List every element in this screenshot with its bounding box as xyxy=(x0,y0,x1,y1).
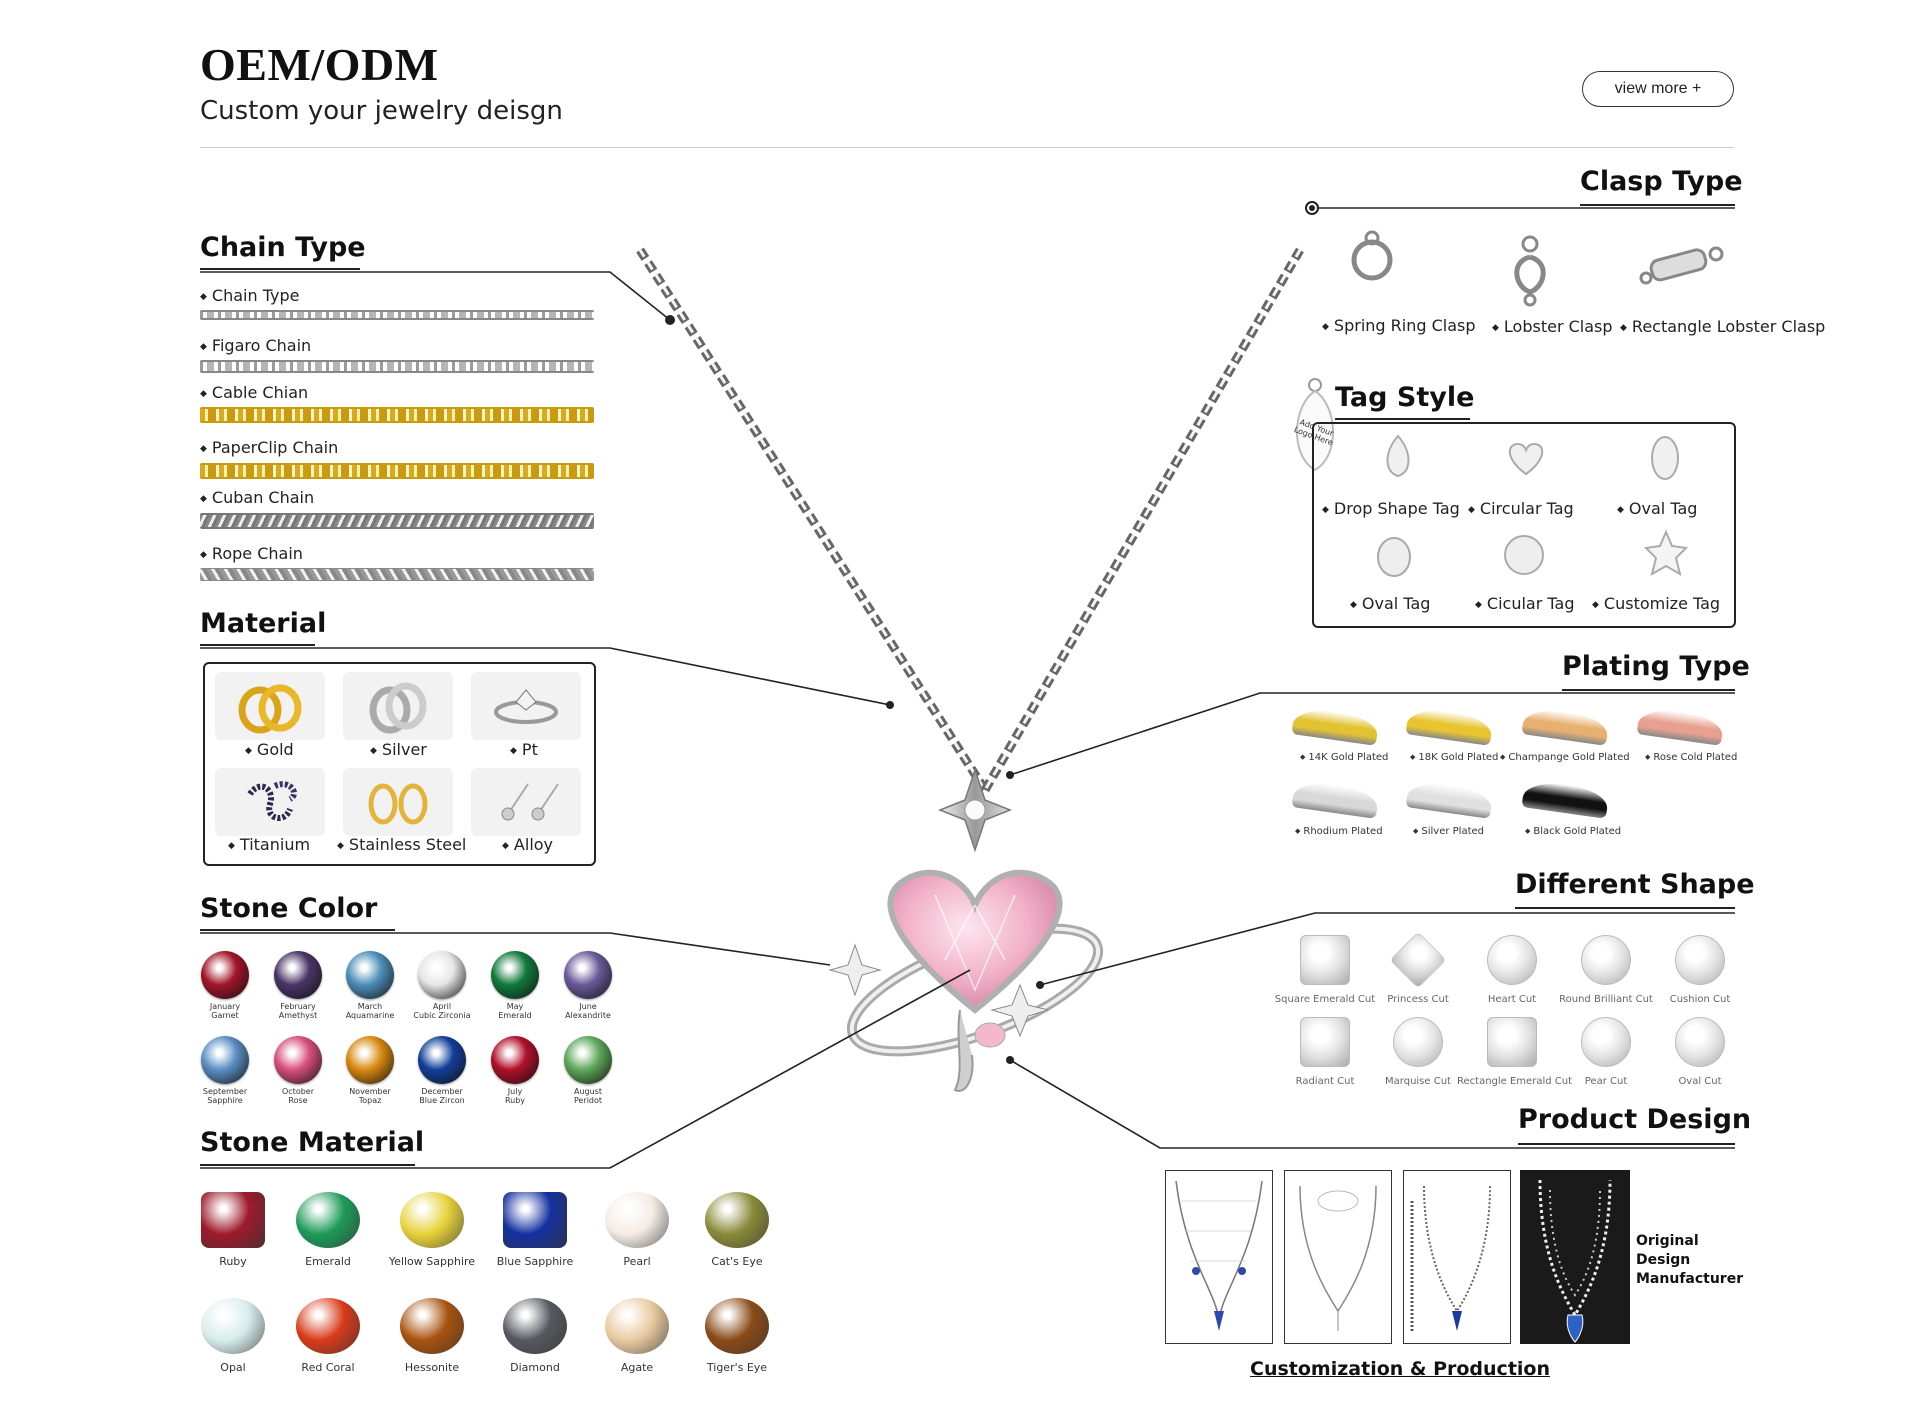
material-steel-tile[interactable] xyxy=(343,768,453,836)
material-silver-tile[interactable] xyxy=(343,672,453,740)
chain-label-figaro: ◆ Figaro Chain xyxy=(200,336,311,355)
stone-material-label: Ruby xyxy=(219,1255,247,1268)
tag-style-title: Tag Style xyxy=(1335,382,1475,413)
clasp-type-underline xyxy=(1580,204,1735,206)
diamond-shape-icon[interactable] xyxy=(1300,1017,1350,1067)
stone-name: Peridot xyxy=(573,1096,603,1105)
stone-material-label: Cat's Eye xyxy=(711,1255,763,1268)
alloy-studs-icon xyxy=(486,774,566,830)
shape-label: Marquise Cut xyxy=(1385,1076,1451,1087)
stone-month: January xyxy=(209,1002,241,1011)
stone-color-label xyxy=(185,1002,265,1020)
chain-type-title: Chain Type xyxy=(200,232,366,263)
platinum-ring-icon xyxy=(486,678,566,734)
tag-customize-label: ◆ Customize Tag xyxy=(1592,594,1720,613)
shape-label: Oval Cut xyxy=(1678,1076,1722,1087)
stone-month: July xyxy=(507,1087,523,1096)
design-photo-necklace[interactable] xyxy=(1520,1170,1630,1344)
cicular-tag-icon[interactable] xyxy=(1502,533,1546,582)
stone-material-gem[interactable] xyxy=(705,1192,769,1248)
stone-color-label xyxy=(185,1087,265,1105)
page-subtitle: Custom your jewelry deisgn xyxy=(200,96,563,126)
stone-month: March xyxy=(357,1002,383,1011)
connector-shape xyxy=(1040,913,1735,985)
diamond-shape-icon[interactable] xyxy=(1675,1017,1725,1067)
material-alloy-tile[interactable] xyxy=(471,768,581,836)
stone-month: August xyxy=(574,1087,602,1096)
chain-sample-rope xyxy=(200,568,594,581)
material-titanium-tile[interactable] xyxy=(215,768,325,836)
chain-sample-cable xyxy=(200,407,594,423)
material-underline xyxy=(200,644,315,646)
stone-material-label: Agate xyxy=(620,1361,654,1374)
stone-material-gem[interactable] xyxy=(400,1298,464,1354)
stone-material-gem[interactable] xyxy=(503,1298,567,1354)
circular-heart-tag-icon[interactable] xyxy=(1502,438,1550,483)
stone-name: Emerald xyxy=(498,1011,532,1020)
stone-color-label xyxy=(258,1087,338,1105)
plating-label: ◆ Black Gold Plated xyxy=(1525,826,1621,837)
material-pt-tile[interactable] xyxy=(471,672,581,740)
stone-material-gem[interactable] xyxy=(705,1298,769,1354)
stone-month: December xyxy=(421,1087,463,1096)
stone-material-gem[interactable] xyxy=(503,1192,567,1248)
gold-rings-icon xyxy=(230,678,310,734)
diamond-shape-icon[interactable] xyxy=(1487,1017,1537,1067)
material-gold-label: ◆ Gold xyxy=(245,740,294,759)
stone-material-label: Blue Sapphire xyxy=(496,1255,574,1268)
tag-oval-label-2: ◆ Oval Tag xyxy=(1350,594,1430,613)
product-design-underline xyxy=(1518,1143,1735,1145)
stone-color-label xyxy=(330,1087,410,1105)
shape-label: Heart Cut xyxy=(1487,994,1537,1005)
stone-month: October xyxy=(281,1087,314,1096)
stone-color-label xyxy=(548,1087,628,1105)
stone-material-label: Opal xyxy=(220,1361,246,1374)
shape-label: Radiant Cut xyxy=(1295,1076,1355,1087)
silver-rings-icon xyxy=(358,678,438,734)
shape-label: Cushion Cut xyxy=(1669,994,1731,1005)
stone-color-gem[interactable] xyxy=(274,1036,322,1084)
material-silver-label: ◆ Silver xyxy=(370,740,427,759)
clasp-spring-ring-label: ◆ Spring Ring Clasp xyxy=(1322,317,1476,338)
stone-month: September xyxy=(202,1087,248,1096)
stainless-hoops-icon xyxy=(358,774,438,830)
stone-material-label: Tiger's Eye xyxy=(706,1361,768,1374)
chain-label-rope: ◆ Rope Chain xyxy=(200,544,303,563)
stone-color-gem[interactable] xyxy=(346,951,394,999)
design-sketch-2[interactable] xyxy=(1284,1170,1392,1344)
stone-color-label xyxy=(548,1002,628,1020)
customize-tag-icon[interactable] xyxy=(1644,528,1688,585)
stone-color-label xyxy=(475,1087,555,1105)
stone-material-label: Yellow Sapphire xyxy=(388,1255,476,1268)
material-steel-label: ◆ Stainless Steel xyxy=(337,835,466,854)
chain-label-cable: ◆ Cable Chian xyxy=(200,383,308,402)
logo-tag-text: Add Your Logo Here xyxy=(1292,417,1335,448)
design-sketch-3[interactable] xyxy=(1403,1170,1511,1344)
stone-color-underline xyxy=(200,929,395,931)
different-shape-title: Different Shape xyxy=(1515,869,1755,900)
diamond-shape-icon[interactable] xyxy=(1675,935,1725,985)
material-gold-tile[interactable] xyxy=(215,672,325,740)
shape-label: Pear Cut xyxy=(1584,1076,1628,1087)
plating-label: ◆ Champange Gold Plated xyxy=(1500,752,1630,763)
stone-name: Topaz xyxy=(358,1096,382,1105)
chain-sample-cuban xyxy=(200,513,594,529)
material-alloy-label: ◆ Alloy xyxy=(502,835,553,854)
necklace-chain-left xyxy=(640,250,985,790)
stone-name: Aquamarine xyxy=(345,1011,395,1020)
stone-color-gem[interactable] xyxy=(418,951,466,999)
stone-color-label xyxy=(258,1002,338,1020)
chain-label-cuban: ◆ Cuban Chain xyxy=(200,488,314,507)
design-sketch-1[interactable] xyxy=(1165,1170,1273,1344)
stone-name: Amethyst xyxy=(278,1011,318,1020)
diamond-shape-icon[interactable] xyxy=(1487,935,1537,985)
stone-material-label: Emerald xyxy=(305,1255,351,1268)
stone-material-gem[interactable] xyxy=(201,1192,265,1248)
stone-color-label xyxy=(402,1087,482,1105)
stone-material-label: Diamond xyxy=(510,1361,560,1374)
chain-sample-figaro xyxy=(200,360,594,373)
stone-material-gem[interactable] xyxy=(605,1192,669,1248)
material-pt-label: ◆ Pt xyxy=(510,740,538,759)
oval-tag-icon-2[interactable] xyxy=(1372,535,1416,584)
stone-color-gem[interactable] xyxy=(491,1036,539,1084)
shape-label: Rectangle Emerald Cut xyxy=(1457,1076,1572,1087)
tag-cicular-label: ◆ Cicular Tag xyxy=(1475,594,1574,613)
diamond-shape-icon[interactable] xyxy=(1300,935,1350,985)
stone-color-gem[interactable] xyxy=(201,1036,249,1084)
stone-name: Cubic Zirconia xyxy=(413,1011,471,1020)
stone-month: June xyxy=(579,1002,597,1011)
tag-oval-label-1: ◆ Oval Tag xyxy=(1617,499,1697,518)
page-title: OEM/ODM xyxy=(200,39,439,90)
shape-label: Square Emerald Cut xyxy=(1274,994,1376,1005)
stone-month: November xyxy=(349,1087,391,1096)
stone-material-label: Pearl xyxy=(623,1255,651,1268)
stone-month: April xyxy=(432,1002,452,1011)
stone-color-gem[interactable] xyxy=(418,1036,466,1084)
lobster-clasp-icon[interactable] xyxy=(1505,232,1555,312)
stone-material-label: Hessonite xyxy=(404,1361,460,1374)
stone-month: May xyxy=(506,1002,524,1011)
plating-type-title: Plating Type xyxy=(1562,651,1750,682)
stone-color-gem[interactable] xyxy=(491,951,539,999)
plating-type-underline xyxy=(1562,689,1735,691)
plating-label: ◆ Rhodium Plated xyxy=(1295,826,1383,837)
stone-material-gem[interactable] xyxy=(296,1192,360,1248)
titanium-bracelet-icon xyxy=(230,774,310,830)
stone-material-title: Stone Material xyxy=(200,1127,425,1158)
spring-ring-clasp-icon[interactable] xyxy=(1342,230,1402,295)
stone-material-gem[interactable] xyxy=(400,1192,464,1248)
stone-color-gem[interactable] xyxy=(346,1036,394,1084)
clasp-type-title: Clasp Type xyxy=(1580,166,1743,197)
clasp-lobster-label: ◆ Lobster Clasp xyxy=(1492,317,1613,336)
stone-name: Garnet xyxy=(211,1011,239,1020)
stone-color-gem[interactable] xyxy=(274,951,322,999)
stone-color-label xyxy=(330,1002,410,1020)
drop-tag-icon[interactable] xyxy=(1378,432,1418,485)
tag-style-underline xyxy=(1335,418,1470,420)
material-titanium-label: ◆ Titanium xyxy=(228,835,310,854)
stone-material-label: Red Coral xyxy=(301,1361,355,1374)
different-shape-underline xyxy=(1515,907,1735,909)
chain-label-chain-type: ◆ Chain Type xyxy=(200,286,299,305)
stone-color-label xyxy=(475,1002,555,1020)
diamond-shape-icon[interactable] xyxy=(1393,1017,1443,1067)
material-title: Material xyxy=(200,608,327,639)
tag-drop-label: ◆ Drop Shape Tag xyxy=(1322,499,1460,518)
stone-name: Ruby xyxy=(504,1096,526,1105)
diamond-shape-icon[interactable] xyxy=(1581,1017,1631,1067)
chain-label-paperclip: ◆ PaperClip Chain xyxy=(200,438,338,457)
plating-label: ◆ Silver Plated xyxy=(1413,826,1484,837)
plating-label: ◆ 14K Gold Plated xyxy=(1300,752,1388,763)
tag-circular-label: ◆ Circular Tag xyxy=(1468,499,1574,518)
chain-sample-paperclip xyxy=(200,463,594,479)
stone-color-label xyxy=(402,1002,482,1020)
stone-month: February xyxy=(280,1002,316,1011)
plating-label: ◆ Rose Cold Plated xyxy=(1645,752,1737,763)
shape-label: Princess Cut xyxy=(1387,994,1449,1005)
product-design-title: Product Design xyxy=(1518,1104,1752,1135)
rectangle-lobster-clasp-icon[interactable] xyxy=(1636,240,1726,295)
stone-material-gem[interactable] xyxy=(605,1298,669,1354)
shape-label: Round Brilliant Cut xyxy=(1559,994,1653,1005)
stone-name: Rose xyxy=(288,1096,308,1105)
stone-color-gem[interactable] xyxy=(564,1036,612,1084)
necklace-chain-right xyxy=(985,250,1300,790)
stone-material-gem[interactable] xyxy=(201,1298,265,1354)
clasp-rectangle-lobster-label: ◆ Rectangle Lobster Clasp xyxy=(1620,317,1825,336)
customization-production-link[interactable]: Customization & Production xyxy=(1250,1358,1550,1380)
stone-color-gem[interactable] xyxy=(201,951,249,999)
chain-type-underline xyxy=(200,268,360,270)
chain-sample-chain-type xyxy=(200,310,594,320)
stone-color-gem[interactable] xyxy=(564,951,612,999)
diamond-shape-icon[interactable] xyxy=(1581,935,1631,985)
stone-name: Blue Zircon xyxy=(419,1096,465,1105)
stone-color-title: Stone Color xyxy=(200,893,378,924)
stone-name: Alexandrite xyxy=(565,1011,611,1020)
stone-material-gem[interactable] xyxy=(296,1298,360,1354)
stone-name: Sapphire xyxy=(207,1096,243,1105)
stone-material-underline xyxy=(200,1164,415,1166)
odm-label: Original Design Manufacturer xyxy=(1636,1233,1744,1287)
plating-label: ◆ 18K Gold Plated xyxy=(1410,752,1498,763)
view-more-button[interactable]: view more + xyxy=(1582,71,1734,107)
oval-tag-icon-1[interactable] xyxy=(1648,432,1682,487)
